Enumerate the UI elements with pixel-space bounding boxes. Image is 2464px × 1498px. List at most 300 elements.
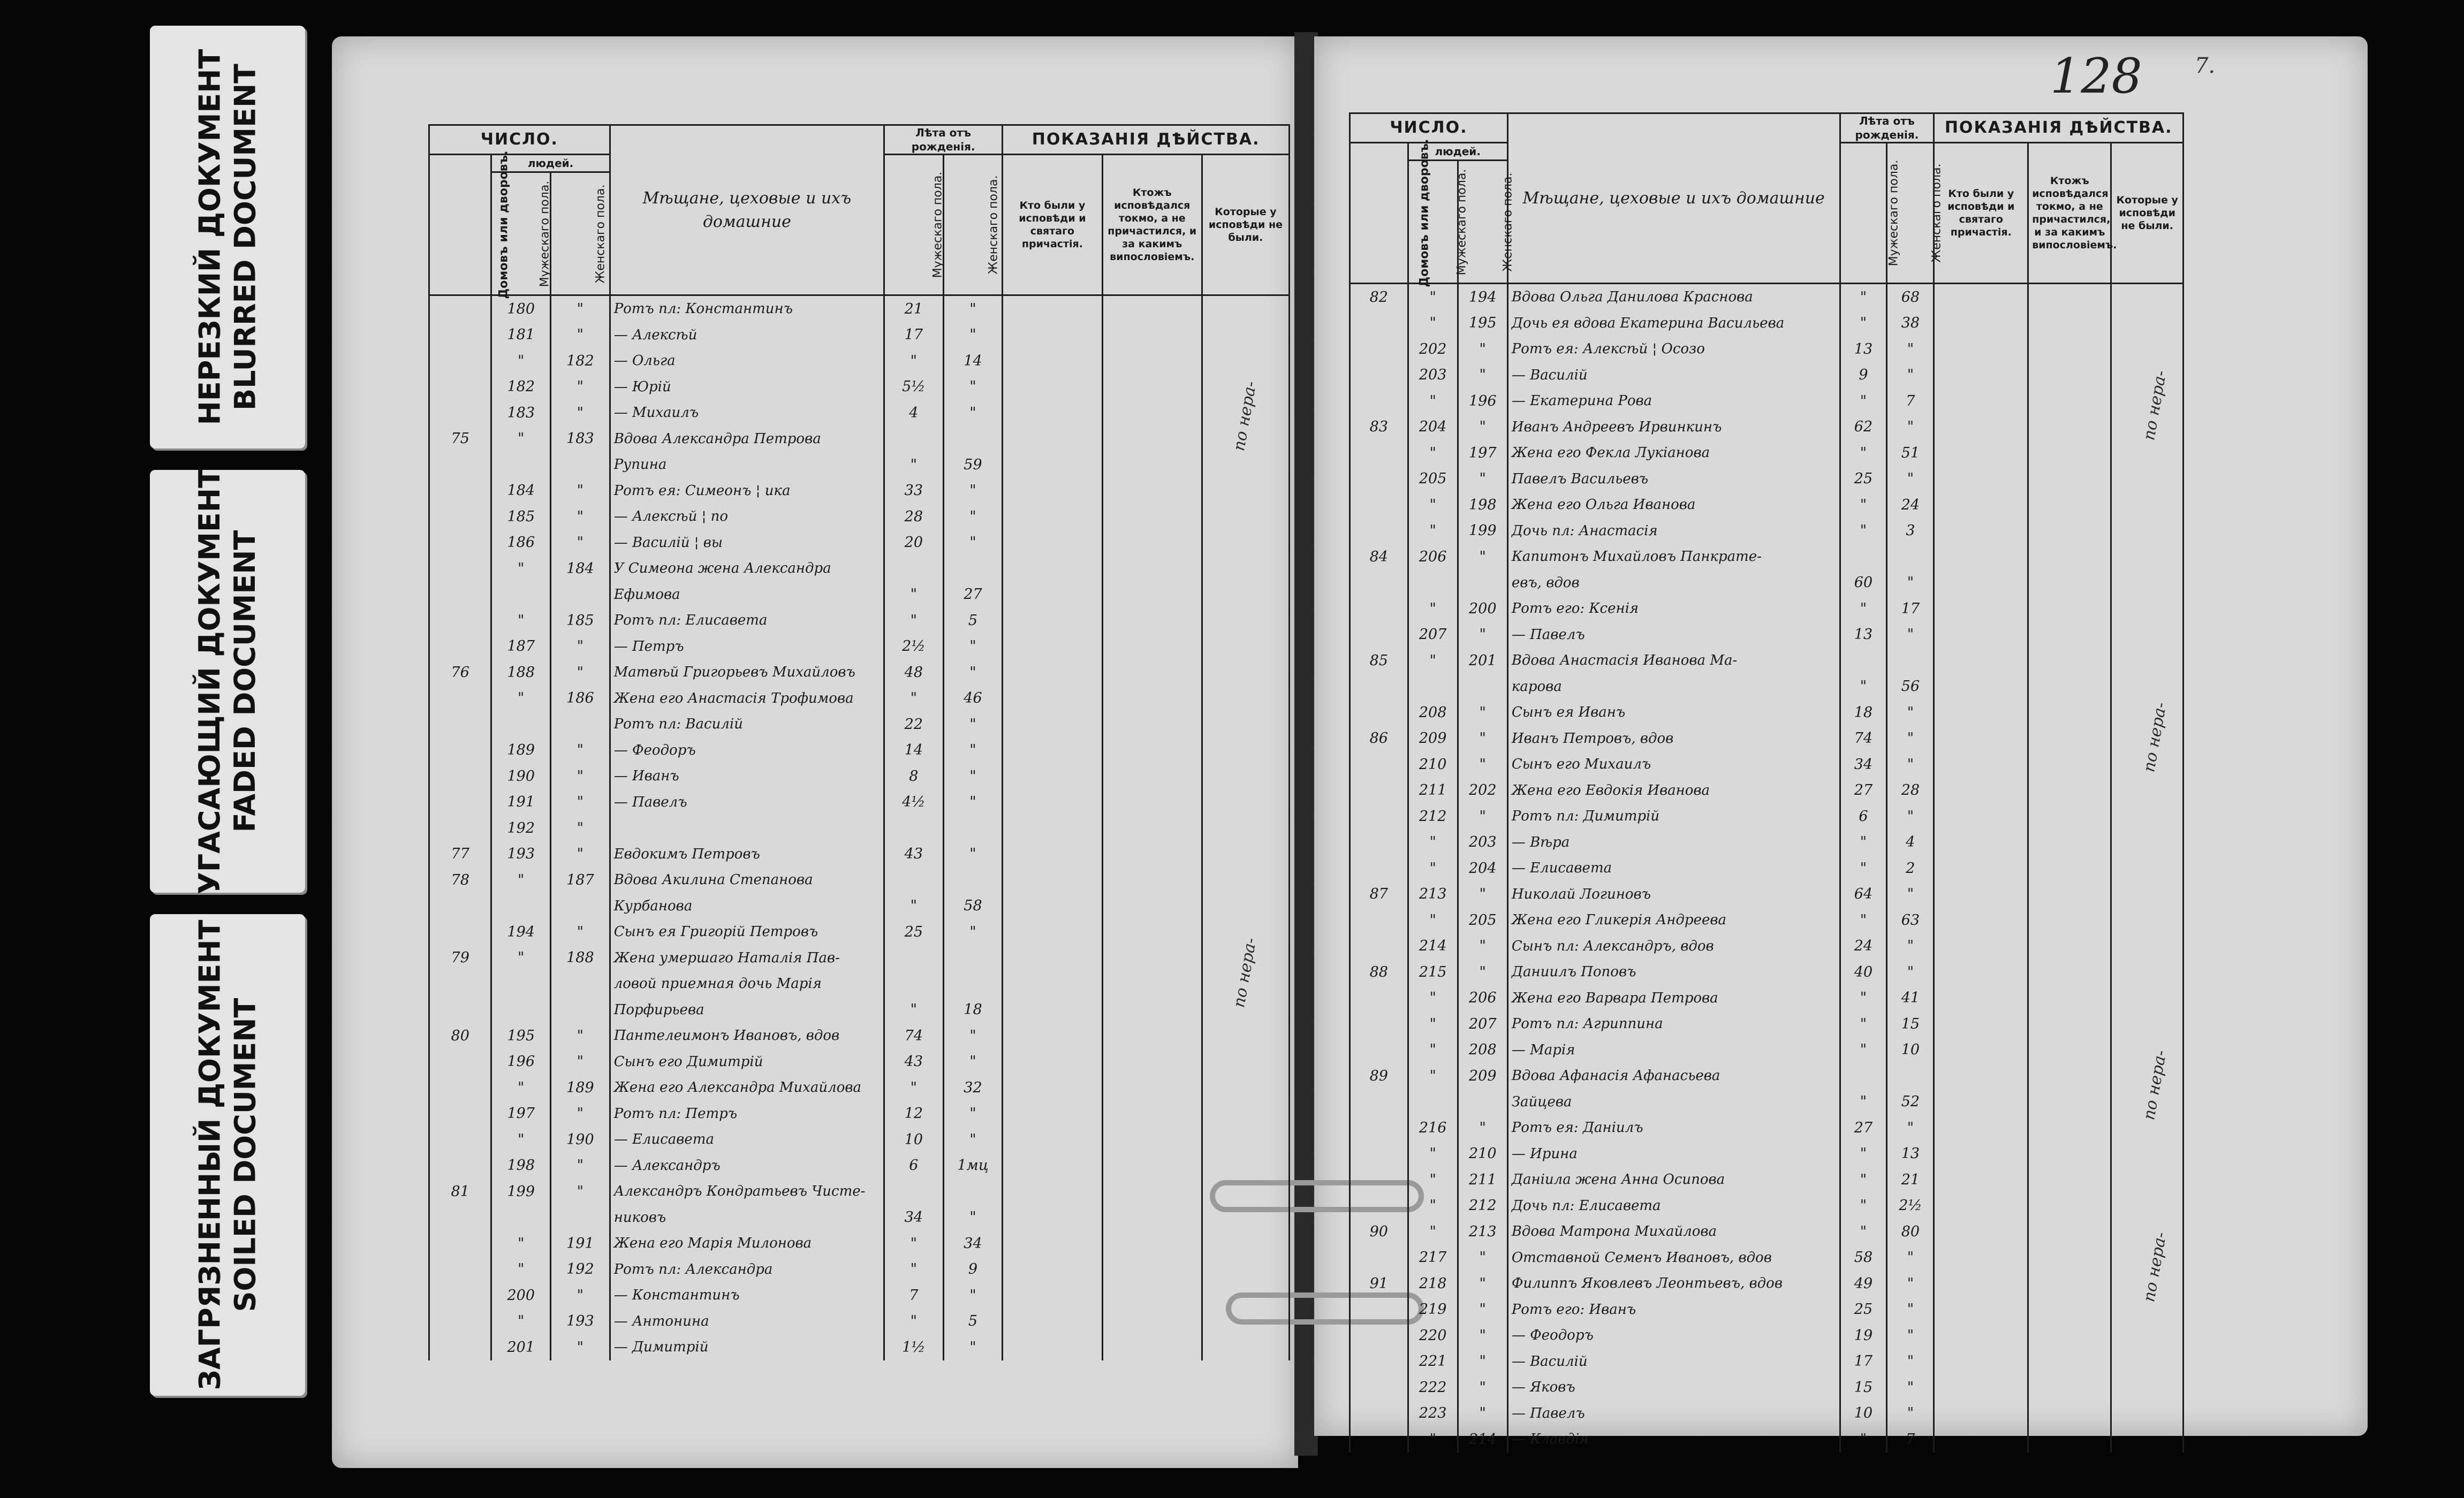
ktozh-cell [1102, 504, 1202, 530]
female-age: " [1887, 1322, 1934, 1349]
right-status-note-4: по нера- [2140, 1230, 2171, 1304]
person-name: Вдова Ольга Данилова Краснова [1507, 284, 1840, 310]
house-number [1350, 1322, 1408, 1349]
confessed-cell [1934, 466, 2028, 492]
male-age: 62 [1840, 414, 1887, 440]
female-age: " [943, 1127, 1003, 1153]
ledger-row [1350, 803, 2184, 830]
confessed-cell [1003, 1178, 1102, 1205]
ledger-row [429, 348, 1290, 374]
ledger-row [1350, 778, 2184, 804]
person-name: Павелъ Васильевъ [1507, 466, 1840, 492]
male-age: " [884, 686, 944, 712]
not-confessed-cell [1202, 1023, 1289, 1049]
female-age: 7 [1887, 388, 1934, 414]
ktozh-cell [2028, 881, 2111, 908]
female-number: " [551, 919, 610, 945]
female-age: 27 [943, 582, 1003, 608]
male-number: 197 [491, 1101, 551, 1127]
zhen-pola-header: Женскаго пола. [1458, 161, 1507, 284]
person-name: — Ирина [1507, 1141, 1840, 1167]
person-name: — Михаилъ [610, 400, 884, 426]
ktozh-cell [1102, 1334, 1202, 1360]
male-number: 219 [1408, 1297, 1458, 1323]
ktozh-cell [1102, 374, 1202, 400]
ledger-row [1350, 985, 2184, 1012]
male-age: " [884, 607, 944, 634]
ledger-row [429, 867, 1290, 893]
male-number: " [1408, 1426, 1458, 1453]
confessed-cell [1003, 426, 1102, 452]
not-confessed-cell [1202, 815, 1289, 841]
female-number: 199 [1458, 518, 1507, 544]
female-age: " [1887, 1271, 1934, 1297]
house-number: 82 [1350, 284, 1408, 310]
female-age: " [943, 1334, 1003, 1360]
house-number [1350, 699, 1408, 726]
page-mark: 7. [2195, 54, 2216, 78]
ledger-row [429, 737, 1290, 764]
male-age: 22 [884, 711, 944, 737]
male-age [884, 426, 944, 452]
person-name: никовъ [610, 1205, 884, 1231]
person-name: — Екатерина Рова [1507, 388, 1840, 414]
person-name: Ротъ пл: Петръ [610, 1101, 884, 1127]
house-number [1350, 1297, 1408, 1323]
female-age [1887, 544, 1934, 570]
ledger-row [429, 607, 1290, 634]
person-name: Дочь пл: Елисавета [1507, 1193, 1840, 1219]
ktozh-cell [1102, 295, 1202, 322]
male-age: 20 [884, 530, 944, 556]
male-age: " [1840, 907, 1887, 933]
confessed-cell [1934, 1401, 2028, 1427]
male-age: 43 [884, 1049, 944, 1075]
not-confessed-cell [2111, 1037, 2184, 1063]
female-age: " [1887, 1245, 1934, 1271]
male-number [491, 1205, 551, 1231]
person-name: Вдова Анастасія Иванова Ма- [1507, 648, 1840, 674]
ledger-row [429, 1309, 1290, 1335]
female-number: 213 [1458, 1219, 1507, 1245]
male-number: 209 [1408, 726, 1458, 752]
female-age [943, 945, 1003, 971]
male-number: 202 [1408, 336, 1458, 362]
person-name: — Василій ¦ вы [610, 530, 884, 556]
male-number: " [491, 686, 551, 712]
right-ledger-table [1349, 112, 2184, 1453]
ktozh-cell [1102, 659, 1202, 686]
male-age: " [884, 348, 944, 374]
male-age: 24 [1840, 933, 1887, 960]
house-number: 85 [1350, 648, 1408, 674]
right-status-note-1: по нера- [2140, 369, 2171, 442]
not-confessed-cell [1202, 634, 1289, 660]
person-name: Жена его Гликерія Андреева [1507, 907, 1840, 933]
not-confessed-cell [2111, 492, 2184, 518]
female-age: 63 [1887, 907, 1934, 933]
male-number: " [1408, 648, 1458, 674]
person-name: Ротъ пл: Александра [610, 1257, 884, 1283]
male-number: " [491, 607, 551, 634]
ledger-row [429, 659, 1290, 686]
ktozh-cell [2028, 1271, 2111, 1297]
confessed-cell [1003, 452, 1102, 478]
female-number: 186 [551, 686, 610, 712]
male-number: 184 [491, 478, 551, 504]
ktozh-cell [2028, 830, 2111, 856]
not-confessed-cell [1202, 582, 1289, 608]
female-age: " [1887, 570, 1934, 596]
ktozh-cell [2028, 1219, 2111, 1245]
house-number: 79 [429, 945, 491, 971]
ktozh-cell [2028, 985, 2111, 1012]
male-age: 28 [884, 504, 944, 530]
confessed-cell [1003, 1309, 1102, 1335]
ktozh-cell [2028, 284, 2111, 310]
ledger-row [1350, 1401, 2184, 1427]
house-number [429, 322, 491, 348]
male-age: " [1840, 596, 1887, 622]
ktozh-cell [1102, 867, 1202, 893]
ledger-row [429, 815, 1290, 841]
not-confessed-cell [2111, 362, 2184, 389]
not-confessed-cell [1202, 348, 1289, 374]
person-name: Евдокимъ Петровъ [610, 841, 884, 868]
male-age: " [884, 1309, 944, 1335]
house-number [1350, 803, 1408, 830]
person-name: Ротъ ея: Даніилъ [1507, 1115, 1840, 1141]
male-age: 7 [884, 1282, 944, 1309]
house-number [429, 530, 491, 556]
house-number [1350, 1401, 1408, 1427]
ktozh-cell [2028, 933, 2111, 960]
ledger-row [429, 1334, 1290, 1360]
ktozh-cell [1102, 607, 1202, 634]
female-age: " [943, 919, 1003, 945]
confessed-cell [1934, 1322, 2028, 1349]
chislo-header: ЧИСЛО. [1350, 113, 1508, 143]
person-name: — Павелъ [1507, 1401, 1840, 1427]
house-number [1350, 985, 1408, 1012]
ktozh-cell [2028, 648, 2111, 674]
domov-header: Домовъ или дворовъ. [1350, 143, 1408, 284]
confessed-cell [1934, 544, 2028, 570]
ktozh-cell [1102, 971, 1202, 997]
left-ledger-body [429, 295, 1290, 1360]
female-number: " [551, 1334, 610, 1360]
female-age: " [943, 295, 1003, 322]
male-number: 190 [491, 763, 551, 789]
male-age: 33 [884, 478, 944, 504]
male-age: " [1840, 492, 1887, 518]
female-age: 38 [1887, 310, 1934, 337]
female-age: " [943, 374, 1003, 400]
female-number: 197 [1458, 440, 1507, 466]
house-number [429, 1230, 491, 1257]
not-confessed-cell [1202, 1075, 1289, 1101]
female-number: " [551, 1178, 610, 1205]
ledger-row [429, 556, 1290, 582]
person-name: Сынъ его Михаилъ [1507, 751, 1840, 778]
male-number: " [1408, 1063, 1458, 1089]
ktozh-cell [1102, 1257, 1202, 1283]
confessed-cell [1003, 1282, 1102, 1309]
female-age: " [943, 763, 1003, 789]
person-name: Иванъ Андреевъ Ирвинкинъ [1507, 414, 1840, 440]
ledger-row [1350, 1063, 2184, 1089]
ledger-row [1350, 1219, 2184, 1245]
ledger-row [1350, 751, 2184, 778]
ktozh-cell [1102, 1127, 1202, 1153]
ktozh-cell [2028, 1167, 2111, 1193]
person-name: — Димитрій [610, 1334, 884, 1360]
confessed-cell [1003, 1075, 1102, 1101]
kto-byli-header: Кто были у исповѣди и святаго причастія. [1934, 143, 2028, 284]
not-confessed-cell [1202, 763, 1289, 789]
male-age: " [1840, 1089, 1887, 1115]
female-number: " [1458, 544, 1507, 570]
male-age [1840, 544, 1887, 570]
ktozh-cell [2028, 803, 2111, 830]
ledger-row [429, 1205, 1290, 1231]
ktozh-cell [2028, 310, 2111, 337]
female-number: 185 [551, 607, 610, 634]
right-status-note-3: по нера- [2140, 1048, 2171, 1122]
confessed-cell [1934, 336, 2028, 362]
person-name: Жена его Евдокія Иванова [1507, 778, 1840, 804]
person-name: — Феодоръ [610, 737, 884, 764]
confessed-cell [1934, 803, 2028, 830]
female-age: " [1887, 622, 1934, 648]
ktozh-cell [1102, 711, 1202, 737]
person-name: — Елисавета [1507, 855, 1840, 881]
house-number [1350, 1011, 1408, 1037]
house-number [429, 1282, 491, 1309]
confessed-cell [1003, 1334, 1102, 1360]
female-number: 204 [1458, 855, 1507, 881]
confessed-cell [1003, 504, 1102, 530]
female-number: 203 [1458, 830, 1507, 856]
ktozh-cell [1102, 737, 1202, 764]
male-age: 4½ [884, 789, 944, 816]
house-number [429, 634, 491, 660]
female-number: 188 [551, 945, 610, 971]
confessed-cell [1003, 659, 1102, 686]
person-name: Ротъ ея: Алексѣй ¦ Осозо [1507, 336, 1840, 362]
male-number [1408, 1089, 1458, 1115]
blurred-document-tab [150, 26, 305, 448]
female-number: 205 [1458, 907, 1507, 933]
male-number [491, 893, 551, 919]
male-age: 1½ [884, 1334, 944, 1360]
confessed-cell [1003, 1127, 1102, 1153]
female-age: 14 [943, 348, 1003, 374]
house-number [1350, 674, 1408, 700]
female-number: " [1458, 933, 1507, 960]
female-age [1887, 1063, 1934, 1089]
lyudey-header: людей. [1408, 143, 1507, 161]
female-age: 51 [1887, 440, 1934, 466]
confessed-cell [1003, 789, 1102, 816]
not-confessed-cell [1202, 322, 1289, 348]
house-number [1350, 570, 1408, 596]
ktozh-cell [1102, 348, 1202, 374]
house-number [1350, 1089, 1408, 1115]
male-number: 195 [491, 1023, 551, 1049]
ktozh-cell [1102, 1282, 1202, 1309]
not-confessed-cell [1202, 737, 1289, 764]
female-age: " [943, 400, 1003, 426]
ledger-row [1350, 959, 2184, 985]
person-name: Порфирьева [610, 997, 884, 1023]
ktozh-cell [1102, 815, 1202, 841]
ktozh-cell [1102, 1153, 1202, 1179]
ledger-row [1350, 492, 2184, 518]
person-name: Вдова Акилина Степанова [610, 867, 884, 893]
not-confessed-cell [2111, 336, 2184, 362]
house-number [429, 997, 491, 1023]
ledger-row [429, 945, 1290, 971]
male-age: 48 [884, 659, 944, 686]
male-number: 198 [491, 1153, 551, 1179]
female-number: 191 [551, 1230, 610, 1257]
female-number: 183 [551, 426, 610, 452]
confessed-cell [1934, 726, 2028, 752]
ledger-row [1350, 726, 2184, 752]
faded-label: УГАСАЮЩИЙ ДОКУМЕНТ FADED DOCUMENT [193, 468, 262, 894]
confessed-cell [1934, 1089, 2028, 1115]
confessed-cell [1934, 440, 2028, 466]
ledger-row [1350, 544, 2184, 570]
ledger-row [1350, 1297, 2184, 1323]
house-number: 91 [1350, 1271, 1408, 1297]
confessed-cell [1003, 530, 1102, 556]
person-name: Жена его Марія Милонова [610, 1230, 884, 1257]
male-age: 49 [1840, 1271, 1887, 1297]
confessed-cell [1934, 985, 2028, 1012]
male-age: " [1840, 1011, 1887, 1037]
confessed-cell [1934, 778, 2028, 804]
ledger-row [429, 997, 1290, 1023]
ledger-row [429, 971, 1290, 997]
male-age: 17 [1840, 1349, 1887, 1375]
male-age [1840, 1063, 1887, 1089]
zhen-let-header: Женскаго пола. [1887, 143, 1934, 284]
person-name: — Александръ [610, 1153, 884, 1179]
person-name: Дочь ея вдова Екатерина Васильева [1507, 310, 1840, 337]
house-number [429, 1334, 491, 1360]
house-number [429, 763, 491, 789]
female-number: " [551, 815, 610, 841]
female-number: 200 [1458, 596, 1507, 622]
confessed-cell [1934, 284, 2028, 310]
person-name: — Павелъ [1507, 622, 1840, 648]
female-age: " [1887, 959, 1934, 985]
not-confessed-cell [2111, 985, 2184, 1012]
ledger-row [429, 789, 1290, 816]
female-number: " [551, 400, 610, 426]
not-confessed-cell [2111, 570, 2184, 596]
not-confessed-cell [2111, 544, 2184, 570]
person-name: Жена его Варвара Петрова [1507, 985, 1840, 1012]
not-confessed-cell [2111, 518, 2184, 544]
confessed-cell [1003, 919, 1102, 945]
not-confessed-cell [1202, 659, 1289, 686]
confessed-cell [1003, 1257, 1102, 1283]
male-number: " [1408, 440, 1458, 466]
house-number: 81 [429, 1178, 491, 1205]
not-confessed-cell [2111, 778, 2184, 804]
person-name: — Марія [1507, 1037, 1840, 1063]
ledger-row [429, 1178, 1290, 1205]
confessed-cell [1934, 959, 2028, 985]
house-number [429, 1153, 491, 1179]
not-confessed-cell [2111, 1322, 2184, 1349]
male-number [1408, 570, 1458, 596]
male-number: 201 [491, 1334, 551, 1360]
ktozh-cell [2028, 518, 2111, 544]
person-name: — Вѣра [1507, 830, 1840, 856]
house-number [1350, 622, 1408, 648]
ktozh-cell [1102, 1230, 1202, 1257]
confessed-cell [1003, 971, 1102, 997]
ktozh-cell [1102, 556, 1202, 582]
female-age: 17 [1887, 596, 1934, 622]
male-number: 196 [491, 1049, 551, 1075]
person-name: Зайцева [1507, 1089, 1840, 1115]
not-confessed-cell [2111, 284, 2184, 310]
ktozh-cell [2028, 1141, 2111, 1167]
confessed-cell [1934, 751, 2028, 778]
ktozh-cell [1102, 1075, 1202, 1101]
ktozh-cell [1102, 893, 1202, 919]
ktozh-cell [1102, 478, 1202, 504]
confessed-cell [1003, 1205, 1102, 1231]
confessed-cell [1934, 648, 2028, 674]
house-number [429, 686, 491, 712]
ktozh-cell [2028, 1037, 2111, 1063]
person-name: Ротъ пл: Елисавета [610, 607, 884, 634]
ledger-row [1350, 414, 2184, 440]
female-number: " [551, 1049, 610, 1075]
male-age: " [884, 1257, 944, 1283]
ktozh-cell [1102, 763, 1202, 789]
not-confessed-cell [2111, 648, 2184, 674]
male-number: 207 [1408, 622, 1458, 648]
house-number [429, 1075, 491, 1101]
female-age: " [1887, 466, 1934, 492]
ledger-row [1350, 1167, 2184, 1193]
confessed-cell [1934, 881, 2028, 908]
female-number [551, 971, 610, 997]
confessed-cell [1003, 893, 1102, 919]
person-name: Рупина [610, 452, 884, 478]
house-number [1350, 751, 1408, 778]
not-confessed-cell [2111, 1193, 2184, 1219]
male-number: 194 [491, 919, 551, 945]
male-number: " [1408, 1011, 1458, 1037]
confessed-cell [1003, 1230, 1102, 1257]
female-age: 56 [1887, 674, 1934, 700]
confessed-cell [1934, 699, 2028, 726]
female-age: " [943, 789, 1003, 816]
male-number: 187 [491, 634, 551, 660]
person-name: У Симеона жена Александра [610, 556, 884, 582]
female-number: 196 [1458, 388, 1507, 414]
ktozh-cell [2028, 726, 2111, 752]
confessed-cell [1003, 686, 1102, 712]
